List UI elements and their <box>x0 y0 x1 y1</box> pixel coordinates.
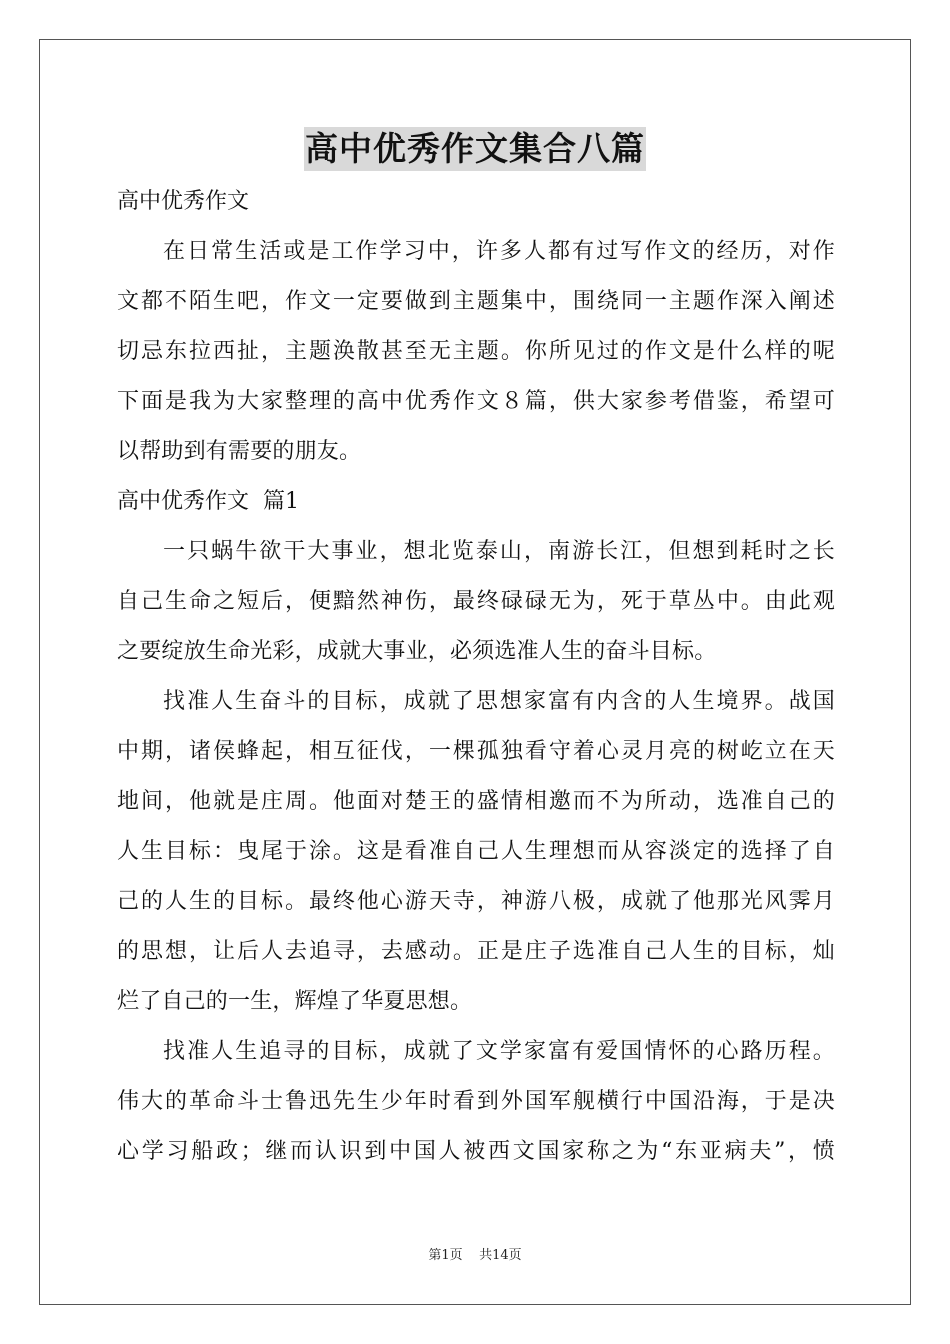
section-heading: 高中优秀作文 篇1 <box>117 489 299 514</box>
paragraph-line: 之要绽放生命光彩，成就大事业，必须选准人生的奋斗目标。 <box>117 639 717 664</box>
paragraph-line: 伟大的革命斗士鲁迅先生少年时看到外国军舰横行中国沿海，于是决 <box>117 1089 835 1114</box>
title-container <box>0 127 950 171</box>
intro-paragraph <box>117 227 835 477</box>
paragraph-line: 中期，诸侯蜂起，相互征伐，一棵孤独看守着心灵月亮的树屹立在天 <box>117 739 835 764</box>
document-body <box>117 177 835 1177</box>
paragraph-line: 地间，他就是庄周。他面对楚王的盛情相邀而不为所动，选准自己的 <box>117 789 835 814</box>
paragraph-line: 切忌东拉西扯，主题涣散甚至无主题。你所见过的作文是什么样的呢 <box>117 339 835 364</box>
paragraph-line: 烂了自己的一生，辉煌了华夏思想。 <box>117 989 473 1014</box>
paragraph-line: 的思想，让后人去追寻，去感动。正是庄子选准自己人生的目标，灿 <box>117 939 835 964</box>
paragraph-line: 人生目标：曳尾于涂。这是看准自己人生理想而从容淡定的选择了自 <box>117 839 835 864</box>
paragraph-line: 找准人生追寻的目标，成就了文学家富有爱国情怀的心路历程。 <box>163 1039 835 1064</box>
paragraph-line: 下面是我为大家整理的高中优秀作文８篇，供大家参考借鉴，希望可 <box>117 389 835 414</box>
paragraph-3 <box>117 1027 835 1177</box>
paragraph-line: 以帮助到有需要的朋友。 <box>117 439 362 464</box>
paragraph-line: 心学习船政；继而认识到中国人被西文国家称之为“东亚病夫”，愤 <box>117 1139 835 1164</box>
page-number: 第1页 共14页 <box>428 1248 522 1263</box>
paragraph-line: 自己生命之短后，便黯然神伤，最终碌碌无为，死于草丛中。由此观 <box>117 589 835 614</box>
document-subtitle: 高中优秀作文 <box>117 189 250 214</box>
paragraph-line: 找准人生奋斗的目标，成就了思想家富有内含的人生境界。战国 <box>163 689 835 714</box>
paragraph-1 <box>117 527 835 677</box>
document-title: 高中优秀作文集合八篇 <box>304 127 646 171</box>
paragraph-line: 己的人生的目标。最终他心游天寺，神游八极，成就了他那光风霁月 <box>117 889 835 914</box>
paragraph-line: 一只蜗牛欲干大事业，想北览泰山，南游长江，但想到耗时之长 <box>163 539 835 564</box>
paragraph-2 <box>117 677 835 1027</box>
page-footer <box>0 1244 950 1263</box>
paragraph-line: 文都不陌生吧，作文一定要做到主题集中，围绕同一主题作深入阐述 <box>117 289 835 314</box>
paragraph-line: 在日常生活或是工作学习中，许多人都有过写作文的经历，对作 <box>163 239 835 264</box>
